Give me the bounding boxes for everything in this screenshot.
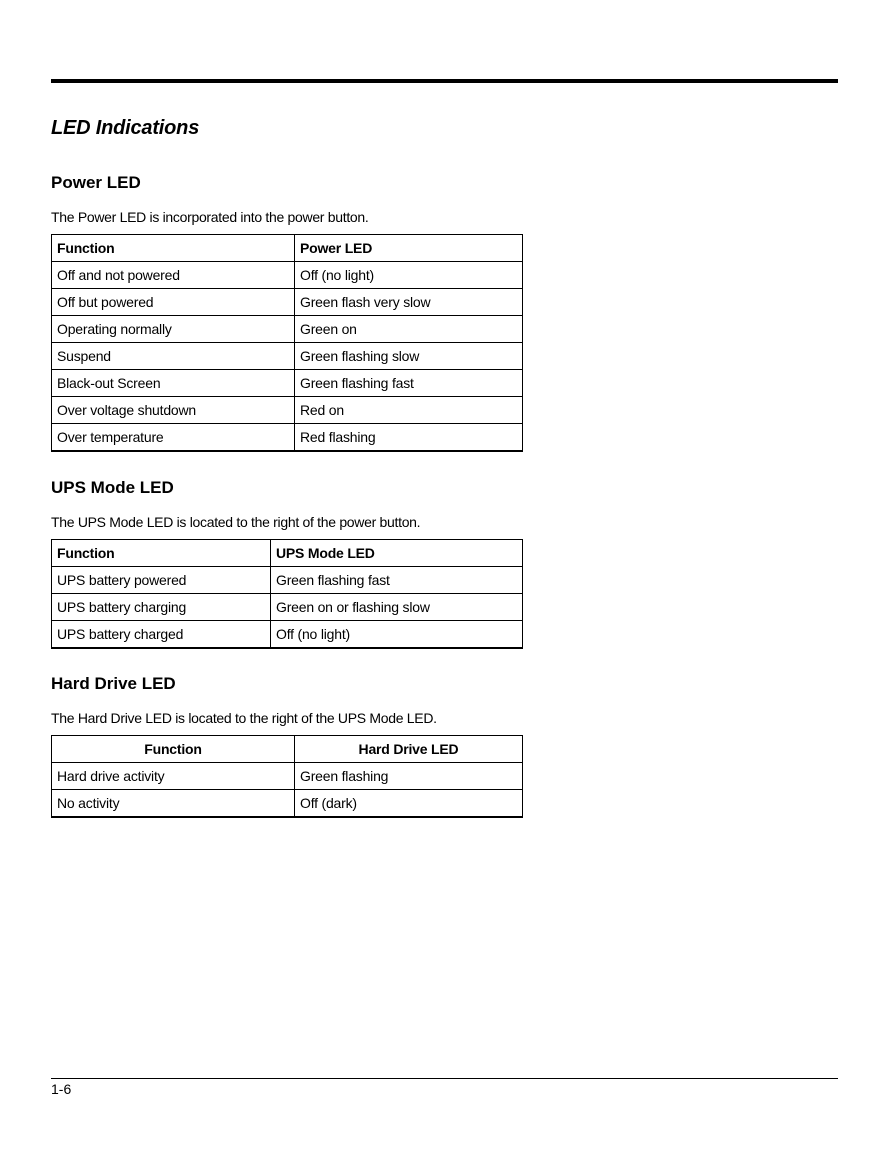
- table-row: [52, 790, 523, 818]
- section-heading-hard-drive-led: Hard Drive LED: [51, 674, 176, 693]
- table-row: [52, 763, 523, 790]
- table-row: [52, 316, 523, 343]
- cell-led-state: Green flashing: [295, 763, 523, 790]
- section-intro-hard-drive-led: The Hard Drive LED is located to the right of the UPS Mode LED.: [51, 710, 437, 726]
- cell-led-state: Off (no light): [295, 262, 523, 289]
- footer-rule: [51, 1078, 838, 1079]
- column-header-hard-drive-led: Hard Drive LED: [295, 736, 523, 763]
- table-row: [52, 262, 523, 289]
- cell-led-state: Green flashing fast: [271, 567, 523, 594]
- section-heading-ups-mode-led: UPS Mode LED: [51, 478, 174, 497]
- cell-function: Operating normally: [52, 316, 295, 343]
- table-row: [52, 397, 523, 424]
- cell-function: UPS battery powered: [52, 567, 271, 594]
- table-row: [52, 370, 523, 397]
- page-title: LED Indications: [51, 117, 200, 139]
- table-row: [52, 567, 523, 594]
- cell-function: Suspend: [52, 343, 295, 370]
- cell-function: Over temperature: [52, 424, 295, 452]
- cell-led-state: Green flashing slow: [295, 343, 523, 370]
- page-number: 1-6: [51, 1081, 72, 1097]
- column-header-function: Function: [52, 736, 295, 763]
- hard-drive-led-table: [51, 735, 523, 818]
- column-header-function: Function: [52, 540, 271, 567]
- table-row: [52, 289, 523, 316]
- cell-led-state: Green flash very slow: [295, 289, 523, 316]
- cell-led-state: Red on: [295, 397, 523, 424]
- section-intro-ups-mode-led: The UPS Mode LED is located to the right of the power button.: [51, 514, 421, 530]
- column-header-function: Function: [52, 235, 295, 262]
- cell-function: UPS battery charging: [52, 594, 271, 621]
- table-row: [52, 343, 523, 370]
- column-header-power-led: Power LED: [295, 235, 523, 262]
- cell-led-state: Green on or flashing slow: [271, 594, 523, 621]
- cell-led-state: Off (dark): [295, 790, 523, 818]
- cell-function: Black-out Screen: [52, 370, 295, 397]
- table-row: [52, 594, 523, 621]
- power-led-table: [51, 234, 523, 452]
- cell-function: UPS battery charged: [52, 621, 271, 649]
- table-header-row: [52, 540, 523, 567]
- cell-function: Over voltage shutdown: [52, 397, 295, 424]
- table-header-row: [52, 235, 523, 262]
- column-header-ups-mode-led: UPS Mode LED: [271, 540, 523, 567]
- table-row: [52, 621, 523, 649]
- cell-led-state: Red flashing: [295, 424, 523, 452]
- cell-led-state: Green flashing fast: [295, 370, 523, 397]
- cell-led-state: Green on: [295, 316, 523, 343]
- cell-function: Off but powered: [52, 289, 295, 316]
- top-rule: [51, 79, 838, 83]
- section-intro-power-led: The Power LED is incorporated into the power button.: [51, 209, 369, 225]
- cell-function: Hard drive activity: [52, 763, 295, 790]
- cell-function: Off and not powered: [52, 262, 295, 289]
- table-row: [52, 424, 523, 452]
- cell-led-state: Off (no light): [271, 621, 523, 649]
- section-heading-power-led: Power LED: [51, 173, 141, 192]
- table-header-row: [52, 736, 523, 763]
- cell-function: No activity: [52, 790, 295, 818]
- ups-mode-led-table: [51, 539, 523, 649]
